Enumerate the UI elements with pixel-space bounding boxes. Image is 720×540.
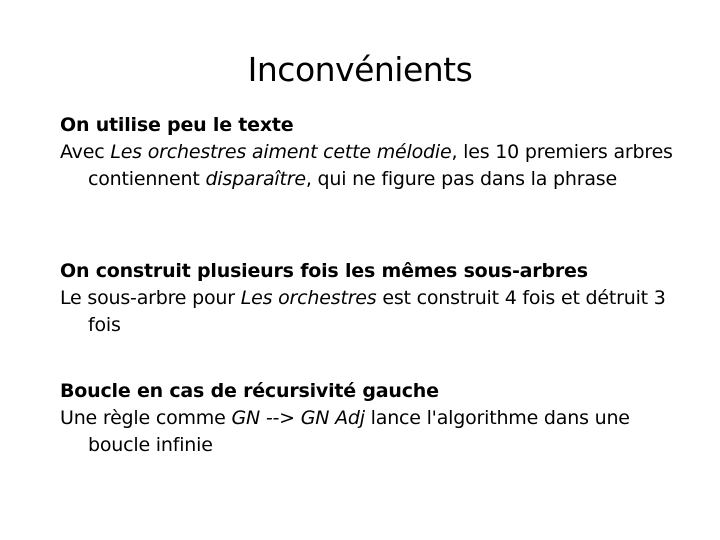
point-body xyxy=(60,285,680,339)
body-text: Le sous-arbre pour xyxy=(60,287,241,309)
body-text: , les 10 premiers arbres contiennent xyxy=(88,141,673,190)
slide-title: Inconvénients xyxy=(247,50,473,89)
example-phrase: Les orchestres xyxy=(240,287,377,309)
point-left-recursion xyxy=(60,378,680,459)
example-word: disparaître xyxy=(205,168,306,190)
point-body xyxy=(60,139,680,193)
point-heading: On construit plusieurs fois les mêmes sous-arbres xyxy=(60,260,588,282)
point-text-underused xyxy=(60,112,680,193)
example-sentence: Les orchestres aiment cette mélodie xyxy=(110,141,452,163)
point-heading: Boucle en cas de récursivité gauche xyxy=(60,380,439,402)
body-text: lance l'algorithme dans une boucle infinie xyxy=(88,407,630,456)
body-text: , qui ne figure pas dans la phrase xyxy=(305,168,617,190)
point-repeated-subtrees xyxy=(60,258,680,339)
point-heading: On utilise peu le texte xyxy=(60,114,294,136)
example-rule: GN --> GN Adj xyxy=(231,407,365,429)
body-text: Avec xyxy=(60,141,111,163)
body-text: Une règle comme xyxy=(60,407,232,429)
body-text: est construit 4 fois et détruit 3 fois xyxy=(88,287,666,336)
point-body xyxy=(60,405,680,459)
